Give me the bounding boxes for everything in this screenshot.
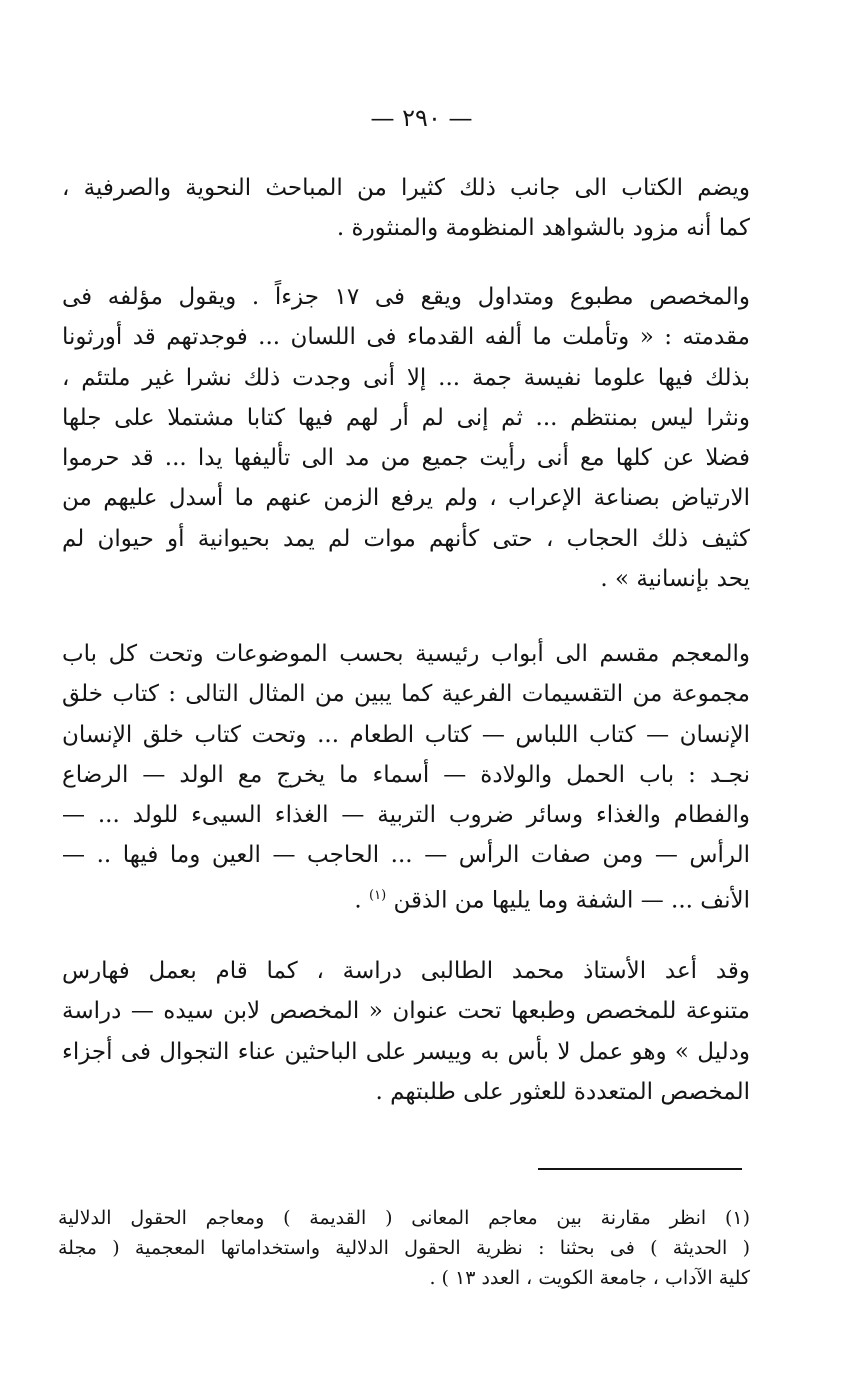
text-line: فضلا عن كلها مع أنى رأيت جميع من مد الى تأليفها يدا ... قد حرموا xyxy=(62,445,750,472)
paragraph-1 xyxy=(62,168,750,249)
text-line-content: الأنف ... — الشفة وما يليها من الذقن xyxy=(393,887,750,914)
text-line xyxy=(62,876,750,921)
paragraph-3 xyxy=(62,634,750,921)
text-line: والمعجم مقسم الى أبواب رئيسية بحسب الموضوعات وتحت كل باب xyxy=(62,641,750,667)
footnote xyxy=(58,1203,750,1293)
text-line: وقد أعد الأستاذ محمد الطالبى دراسة ، كما قام بعمل فهارس xyxy=(62,958,750,984)
footnote-line: (١) انظر مقارنة بين معاجم المعانى ( القديمة ) ومعاجم الحقول الدلالية xyxy=(58,1207,750,1229)
footnote-line: ( الحديثة ) فى بحثنا : نظرية الحقول الدلالية واستخداماتها المعجمية ( مجلة xyxy=(58,1237,750,1259)
footnote-divider xyxy=(538,1168,742,1170)
text-line: ويضم الكتاب الى جانب ذلك كثيرا من المباحث النحوية والصرفية ، xyxy=(62,175,750,201)
text-line: مقدمته : « وتأملت ما ألفه القدماء فى اللسان ... فوجدتهم قد أورثونا xyxy=(62,324,750,351)
text-line: الارتياض بصناعة الإعراب ، ولم يرفع الزمن عنهم ما أسدل عليهم من xyxy=(62,485,750,512)
text-line: كما أنه مزود بالشواهد المنظومة والمنثورة . xyxy=(336,215,750,242)
text-line: نجـد : باب الحمل والولادة — أسماء ما يخرج مع الولد — الرضاع xyxy=(62,761,750,788)
text-line: الرأس — ومن صفات الرأس — ... الحاجب — العين وما فيها .. — xyxy=(62,842,750,869)
text-line: يحد بإنسانية » . xyxy=(600,566,750,593)
footnote-reference: (١) xyxy=(369,887,387,903)
text-line: كثيف ذلك الحجاب ، حتى كأنهم موات لم يمد بحيوانية أو حيوان لم xyxy=(62,525,750,552)
text-line: بذلك فيها علوما نفيسة جمة ... إلا أنى وجدت ذلك نشرا غير ملتئم ، xyxy=(62,364,750,391)
text-line: والفطام والغذاء وسائر ضروب التربية — الغذاء السيىء للولد ... — xyxy=(62,802,750,829)
paragraph-2 xyxy=(62,277,750,599)
footnote-line: كلية الآداب ، جامعة الكويت ، العدد ١٣ ) . xyxy=(429,1267,750,1289)
text-line: والمخصص مطبوع ومتداول ويقع فى ١٧ جزءاً . ويقول مؤلفه فى xyxy=(62,284,750,310)
text-line: الإنسان — كتاب اللباس — كتاب الطعام ... وتحت كتاب خلق الإنسان xyxy=(62,721,750,748)
paragraph-4 xyxy=(62,951,750,1112)
text-line: ودليل » وهو عمل لا بأس به وييسر على الباحثين عناء التجوال فى أجزاء xyxy=(62,1038,750,1065)
page-number: — ٢٩٠ — xyxy=(370,104,473,132)
sentence-end: . xyxy=(354,887,370,914)
text-line: متنوعة للمخصص وطبعها تحت عنوان « المخصص لابن سيده — دراسة xyxy=(62,998,750,1025)
text-line: المخصص المتعددة للعثور على طلبتهم . xyxy=(375,1078,750,1105)
text-line: مجموعة من التقسيمات الفرعية كما يبين من المثال التالى : كتاب خلق xyxy=(62,681,750,708)
text-line: ونثرا ليس بمنتظم ... ثم إنى لم أر لهم فيها كتابا مشتملا على جلها xyxy=(62,404,750,431)
